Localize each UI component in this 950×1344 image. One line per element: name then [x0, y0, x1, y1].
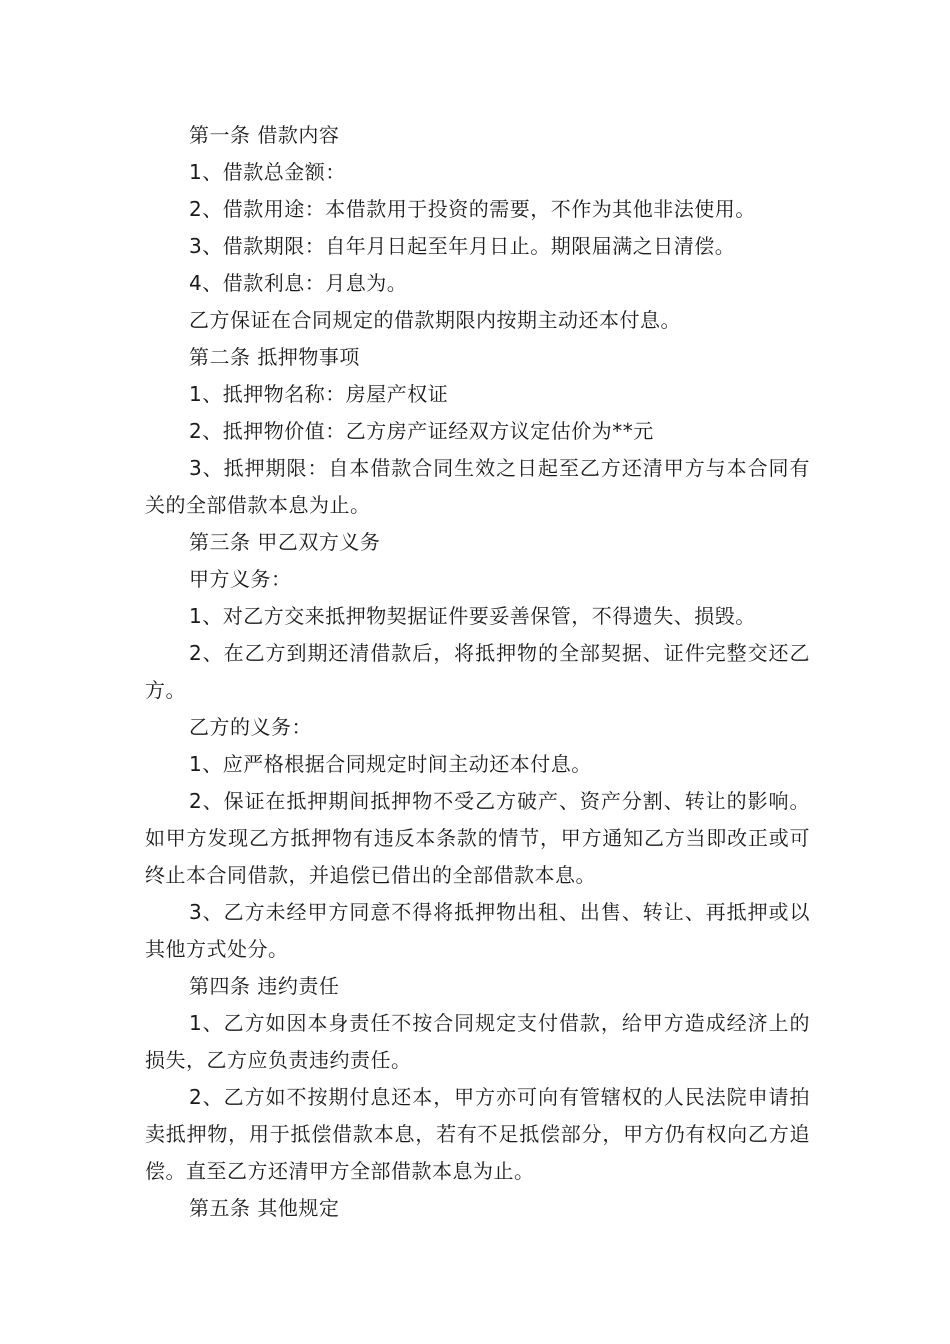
article-4-heading: 第四条 违约责任	[189, 974, 340, 998]
party-b-obligation-2: 2、保证在抵押期间抵押物不受乙方破产、资产分割、转让的影响。如甲方发现乙方抵押物有违反本条款的情节，甲方通知乙方当即改正或可终止本合同借款，并追偿已借出的全部借款本息。	[145, 789, 810, 887]
article-3-heading: 第三条 甲乙双方义务	[189, 530, 381, 554]
article-5-heading: 第五条 其他规定	[189, 1196, 340, 1220]
collateral-term: 3、抵押期限：自本借款合同生效之日起至乙方还清甲方与本合同有关的全部借款本息为止。	[145, 456, 810, 517]
breach-clause-2: 2、乙方如不按期付息还本，甲方亦可向有管辖权的人民法院申请拍卖抵押物，用于抵偿借款本息，若有不足抵偿部分，甲方仍有权向乙方追偿。直至乙方还清甲方全部借款本息为止。	[145, 1085, 810, 1183]
article-2-heading: 第二条 抵押物事项	[189, 345, 360, 369]
party-a-obligations-heading: 甲方义务：	[189, 567, 292, 591]
collateral-name: 1、抵押物名称：房屋产权证	[189, 382, 449, 406]
loan-total-amount: 1、借款总金额：	[189, 160, 346, 184]
collateral-value: 2、抵押物价值：乙方房产证经双方议定估价为**元	[189, 419, 654, 443]
party-a-obligation-2: 2、在乙方到期还清借款后，将抵押物的全部契据、证件完整交还乙方。	[145, 641, 810, 702]
party-b-obligation-1: 1、应严格根据合同规定时间主动还本付息。	[189, 752, 592, 776]
party-b-obligations-heading: 乙方的义务：	[189, 715, 312, 739]
document-body	[145, 117, 810, 1227]
article-1-heading: 第一条 借款内容	[189, 123, 340, 147]
loan-purpose: 2、借款用途：本借款用于投资的需要，不作为其他非法使用。	[189, 197, 756, 221]
loan-interest: 4、借款利息：月息为。	[189, 271, 408, 295]
repayment-guarantee: 乙方保证在合同规定的借款期限内按期主动还本付息。	[189, 308, 681, 332]
breach-clause-1: 1、乙方如因本身责任不按合同规定支付借款，给甲方造成经济上的损失，乙方应负责违约责任。	[145, 1011, 810, 1072]
party-b-obligation-3: 3、乙方未经甲方同意不得将抵押物出租、出售、转让、再抵押或以其他方式处分。	[145, 900, 810, 961]
party-a-obligation-1: 1、对乙方交来抵押物契据证件要妥善保管，不得遗失、损毁。	[189, 604, 756, 628]
loan-term: 3、借款期限：自年月日起至年月日止。期限届满之日清偿。	[189, 234, 736, 258]
